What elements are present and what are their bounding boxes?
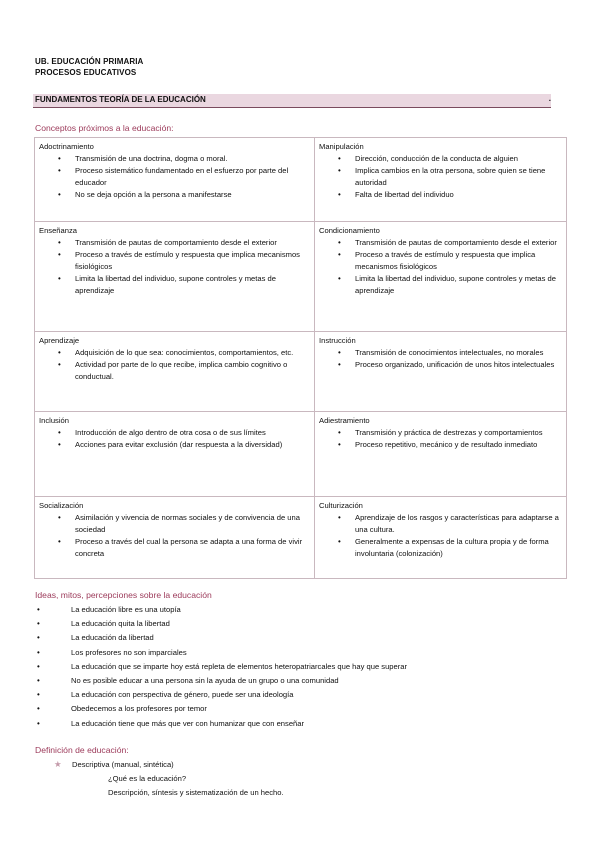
concept-bullet-item: • Proceso organizado, unificación de unos hitos intelectuales	[355, 359, 562, 371]
conceptos-heading: Conceptos próximos a la educación:	[35, 123, 174, 133]
definicion-item: Descriptiva (manual, sintética)	[72, 760, 174, 769]
title-trailing-dot: .	[548, 94, 551, 103]
idea-item: • La educación que se imparte hoy está repleta de elementos heteropatriarcales que hay que superar	[35, 660, 407, 674]
concept-cell	[315, 332, 567, 412]
concept-bullet-item: • Limita la libertad del individuo, supone controles y metas de aprendizaje	[355, 273, 562, 297]
conceptos-row	[35, 222, 567, 332]
concept-title: Manipulación	[319, 142, 364, 151]
concept-bullet-item: • Falta de libertad del individuo	[355, 189, 562, 201]
definicion-question: ¿Qué es la educación?	[108, 774, 187, 783]
concept-cell	[35, 222, 315, 332]
concept-title: Enseñanza	[39, 226, 77, 235]
concept-bullet-list	[319, 153, 562, 201]
concept-cell	[315, 138, 567, 222]
definicion-heading: Definición de educación:	[35, 745, 129, 755]
conceptos-row	[35, 497, 567, 579]
conceptos-row	[35, 332, 567, 412]
concept-title: Socialización	[39, 501, 84, 510]
concept-title: Aprendizaje	[39, 336, 80, 345]
document-title: FUNDAMENTOS TEORÍA DE LA EDUCACIÓN	[35, 95, 206, 104]
ideas-list	[35, 603, 407, 731]
idea-item: • La educación da libertad	[35, 631, 407, 645]
concept-title: Adoctrinamiento	[39, 142, 94, 151]
concept-title: Instrucción	[319, 336, 356, 345]
concept-cell	[35, 138, 315, 222]
concept-bullet-item: • No se deja opción a la persona a manifestarse	[75, 189, 310, 201]
idea-item: • La educación quita la libertad	[35, 617, 407, 631]
concept-bullet-item: • Introducción de algo dentro de otra cosa o de sus límites	[75, 427, 310, 439]
concept-bullet-item: • Adquisición de lo que sea: conocimientos, comportamientos, etc.	[75, 347, 310, 359]
star-icon: ★	[54, 759, 62, 769]
concept-title: Condicionamiento	[319, 226, 380, 235]
concept-title: Adiestramiento	[319, 416, 370, 425]
concept-bullet-item: • Proceso a través de estímulo y respuesta que implica mecanismos fisiológicos	[355, 249, 562, 273]
concept-cell	[315, 222, 567, 332]
concept-title: Culturización	[319, 501, 363, 510]
concept-bullet-list	[39, 512, 310, 560]
concept-bullet-item: • Dirección, conducción de la conducta de alguien	[355, 153, 562, 165]
concept-cell	[315, 412, 567, 497]
concept-bullet-list	[39, 237, 310, 297]
concept-bullet-item: • Limita la libertad del individuo, supone controles y metas de aprendizaje	[75, 273, 310, 297]
concept-bullet-item: • Generalmente a expensas de la cultura propia y de forma involuntaria (colonización)	[355, 536, 562, 560]
definicion-answer: Descripción, síntesis y sistematización de un hecho.	[108, 788, 284, 797]
conceptos-table	[34, 137, 567, 579]
concept-title: Inclusión	[39, 416, 69, 425]
concept-cell	[35, 412, 315, 497]
concept-bullet-item: • Implica cambios en la otra persona, sobre quien se tiene autoridad	[355, 165, 562, 189]
idea-item: • La educación libre es una utopía	[35, 603, 407, 617]
concept-bullet-item: • Proceso a través del cual la persona se adapta a una forma de vivir concreta	[75, 536, 310, 560]
idea-item: • La educación con perspectiva de género, puede ser una ideología	[35, 688, 407, 702]
concept-bullet-item: • Proceso a través de estímulo y respuesta que implica mecanismos fisiológicos	[75, 249, 310, 273]
concept-cell	[35, 332, 315, 412]
concept-bullet-item: • Aprendizaje de los rasgos y características para adaptarse a una cultura.	[355, 512, 562, 536]
concept-bullet-item: • Proceso sistemático fundamentado en el esfuerzo por parte del educador	[75, 165, 310, 189]
header-line-2: PROCESOS EDUCATIVOS	[35, 68, 137, 77]
title-bar	[33, 94, 551, 108]
concept-bullet-list	[319, 512, 562, 560]
concept-bullet-item: • Transmisión y práctica de destrezas y comportamientos	[355, 427, 562, 439]
concept-bullet-item: • Proceso repetitivo, mecánico y de resultado inmediato	[355, 439, 562, 451]
concept-bullet-item: • Acciones para evitar exclusión (dar respuesta a la diversidad)	[75, 439, 310, 451]
idea-item: • Obedecemos a los profesores por temor	[35, 702, 407, 716]
ideas-heading: Ideas, mitos, percepciones sobre la educación	[35, 590, 212, 600]
concept-cell	[315, 497, 567, 579]
concept-bullet-item: • Actividad por parte de lo que recibe, implica cambio cognitivo o conductual.	[75, 359, 310, 383]
idea-item: • Los profesores no son imparciales	[35, 646, 407, 660]
concept-bullet-item: • Transmisión de una doctrina, dogma o moral.	[75, 153, 310, 165]
concept-bullet-item: • Transmisión de pautas de comportamiento desde el exterior	[75, 237, 310, 249]
concept-bullet-list	[319, 237, 562, 297]
idea-item: • No es posible educar a una persona sin la ayuda de un grupo o una comunidad	[35, 674, 407, 688]
concept-bullet-list	[39, 427, 310, 451]
conceptos-row	[35, 138, 567, 222]
idea-item: • La educación tiene que más que ver con humanizar que con enseñar	[35, 717, 407, 731]
concept-cell	[35, 497, 315, 579]
concept-bullet-item: • Transmisión de conocimientos intelectuales, no morales	[355, 347, 562, 359]
concept-bullet-list	[39, 153, 310, 201]
header-line-1: UB. EDUCACIÓN PRIMARIA	[35, 57, 144, 66]
concept-bullet-list	[319, 347, 562, 371]
concept-bullet-list	[39, 347, 310, 383]
concept-bullet-item: • Transmisión de pautas de comportamiento desde el exterior	[355, 237, 562, 249]
concept-bullet-item: • Asimilación y vivencia de normas sociales y de convivencia de una sociedad	[75, 512, 310, 536]
concept-bullet-list	[319, 427, 562, 451]
conceptos-row	[35, 412, 567, 497]
